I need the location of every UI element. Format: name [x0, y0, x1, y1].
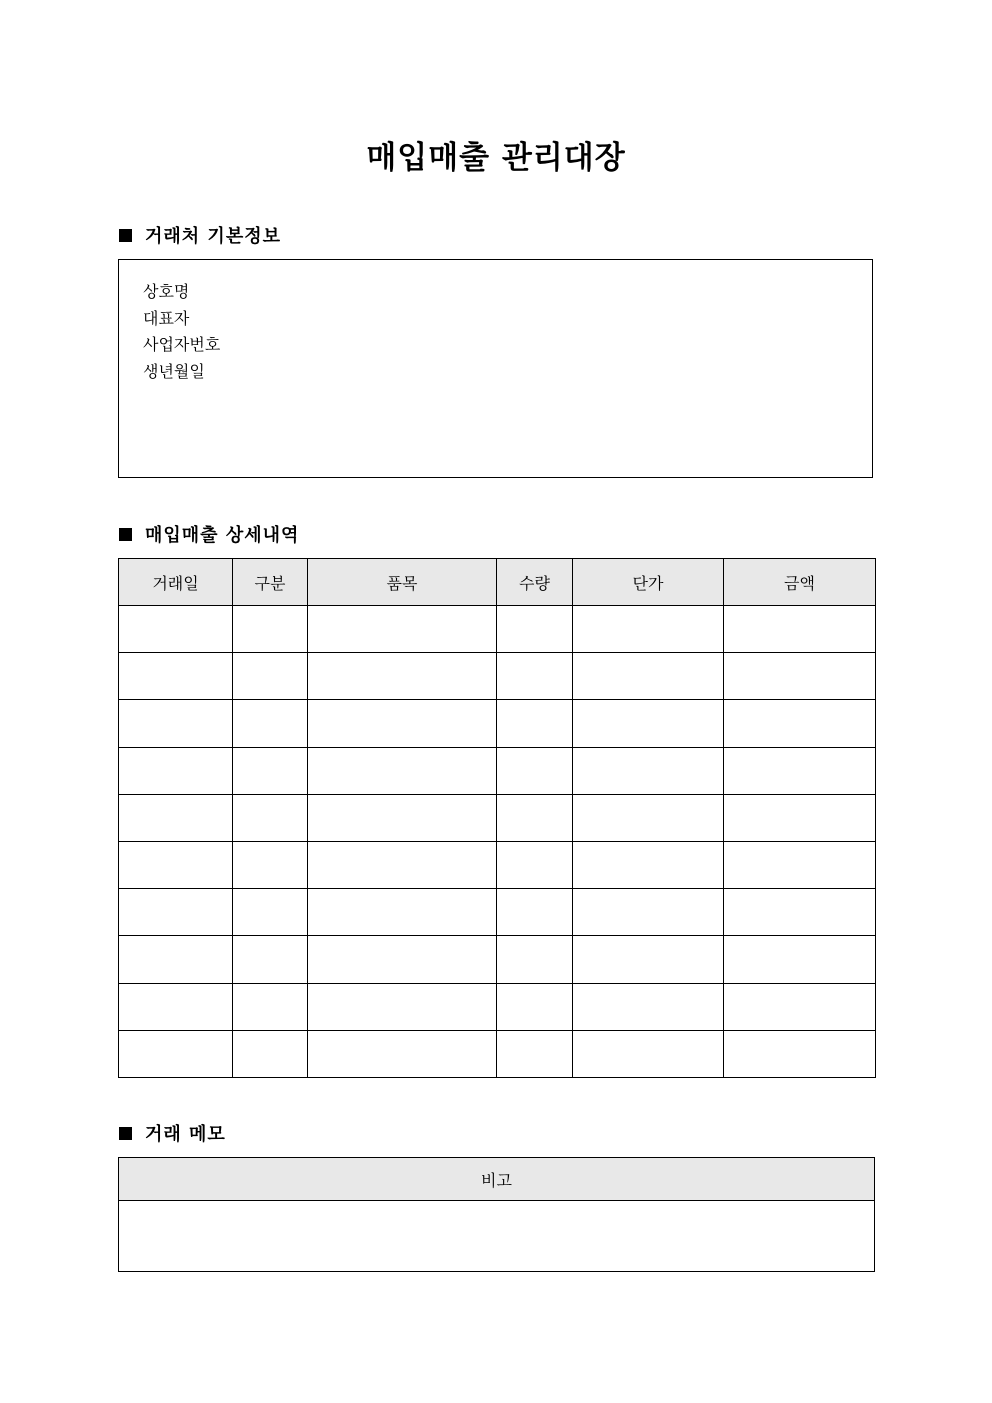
table-cell[interactable]: [119, 936, 233, 983]
column-header-unit-price: 단가: [573, 559, 724, 606]
table-cell[interactable]: [497, 983, 573, 1030]
table-cell[interactable]: [233, 653, 308, 700]
table-cell[interactable]: [724, 1030, 876, 1077]
table-cell[interactable]: [308, 747, 497, 794]
table-cell[interactable]: [497, 606, 573, 653]
table-cell[interactable]: [233, 983, 308, 1030]
table-cell[interactable]: [233, 794, 308, 841]
table-cell[interactable]: [573, 747, 724, 794]
table-cell[interactable]: [497, 794, 573, 841]
table-header-row: [119, 1158, 875, 1201]
column-header-item: 품목: [308, 559, 497, 606]
table-cell[interactable]: [119, 983, 233, 1030]
table-row: [119, 841, 876, 888]
table-row: [119, 1201, 875, 1272]
square-bullet-icon: [119, 229, 132, 242]
table-cell[interactable]: [308, 794, 497, 841]
table-cell[interactable]: [573, 700, 724, 747]
table-cell[interactable]: [233, 889, 308, 936]
table-cell[interactable]: [119, 1030, 233, 1077]
table-cell[interactable]: [119, 653, 233, 700]
table-cell[interactable]: [573, 606, 724, 653]
square-bullet-icon: [119, 528, 132, 541]
table-cell[interactable]: [497, 889, 573, 936]
table-cell[interactable]: [308, 1030, 497, 1077]
memo-cell[interactable]: [119, 1201, 875, 1272]
table-row: [119, 653, 876, 700]
field-label-business-number: 사업자번호: [143, 335, 221, 354]
table-cell[interactable]: [233, 700, 308, 747]
field-label-birth-date: 생년월일: [143, 361, 205, 381]
table-row: [119, 700, 876, 747]
field-label-company-name: 상호명: [143, 282, 190, 301]
table-cell[interactable]: [573, 794, 724, 841]
table-row: [119, 1030, 876, 1077]
table-row: [119, 747, 876, 794]
table-cell[interactable]: [119, 794, 233, 841]
table-cell[interactable]: [724, 983, 876, 1030]
table-cell[interactable]: [724, 841, 876, 888]
table-cell[interactable]: [724, 653, 876, 700]
table-cell[interactable]: [119, 700, 233, 747]
table-cell[interactable]: [119, 747, 233, 794]
table-cell[interactable]: [573, 653, 724, 700]
table-cell[interactable]: [724, 936, 876, 983]
table-cell[interactable]: [573, 889, 724, 936]
table-row: [119, 936, 876, 983]
table-cell[interactable]: [497, 700, 573, 747]
document-title: 매입매출 관리대장: [366, 140, 626, 176]
table-body: [119, 606, 876, 1078]
table-cell[interactable]: [573, 983, 724, 1030]
table-cell[interactable]: [308, 700, 497, 747]
table-row: [119, 983, 876, 1030]
table-cell[interactable]: [724, 700, 876, 747]
table-cell[interactable]: [497, 1030, 573, 1077]
table-cell[interactable]: [724, 747, 876, 794]
column-header-amount: 금액: [724, 559, 876, 606]
table-cell[interactable]: [308, 653, 497, 700]
section-heading-label: 거래 메모: [145, 1124, 226, 1145]
table-cell[interactable]: [724, 889, 876, 936]
table-cell[interactable]: [497, 841, 573, 888]
table-cell[interactable]: [119, 889, 233, 936]
section-heading-client-info: [119, 222, 281, 248]
table-cell[interactable]: [573, 1030, 724, 1077]
table-cell[interactable]: [308, 606, 497, 653]
column-header-date: 거래일: [119, 559, 233, 606]
table-cell[interactable]: [573, 936, 724, 983]
table-cell[interactable]: [308, 841, 497, 888]
table-cell[interactable]: [233, 841, 308, 888]
table-cell[interactable]: [119, 606, 233, 653]
transaction-detail-table: [118, 558, 876, 1078]
section-heading-label: 거래처 기본정보: [145, 226, 281, 247]
table-cell[interactable]: [497, 936, 573, 983]
section-heading-memo: [119, 1120, 226, 1146]
client-info-box: [118, 259, 873, 478]
column-header-quantity: 수량: [497, 559, 573, 606]
table-row: [119, 889, 876, 936]
table-cell[interactable]: [308, 936, 497, 983]
column-header-remarks: 비고: [119, 1158, 875, 1201]
table-cell[interactable]: [119, 841, 233, 888]
section-heading-label: 매입매출 상세내역: [145, 525, 300, 546]
table-cell[interactable]: [724, 794, 876, 841]
table-header-row: [119, 559, 876, 606]
section-heading-details: [119, 521, 299, 547]
table-cell[interactable]: [233, 747, 308, 794]
table-cell[interactable]: [233, 606, 308, 653]
table-cell[interactable]: [233, 936, 308, 983]
table-cell[interactable]: [308, 889, 497, 936]
table-row: [119, 794, 876, 841]
table-cell[interactable]: [497, 653, 573, 700]
table-cell[interactable]: [497, 747, 573, 794]
column-header-type: 구분: [233, 559, 308, 606]
table-cell[interactable]: [233, 1030, 308, 1077]
table-cell[interactable]: [573, 841, 724, 888]
memo-table: [118, 1157, 875, 1272]
table-row: [119, 606, 876, 653]
square-bullet-icon: [119, 1127, 132, 1140]
field-label-representative: 대표자: [143, 308, 190, 328]
table-cell[interactable]: [724, 606, 876, 653]
table-cell[interactable]: [308, 983, 497, 1030]
